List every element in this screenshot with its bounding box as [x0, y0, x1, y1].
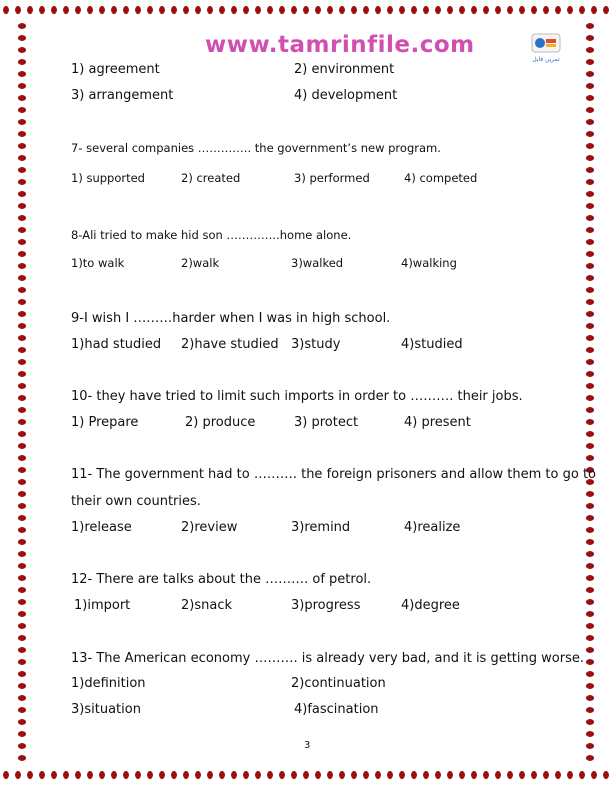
q12-option-4: 4)degree — [401, 598, 460, 613]
q6-option-3: 3) arrangement — [71, 88, 174, 103]
q8-option-1: 1)to walk — [71, 256, 125, 270]
decorative-border-left — [10, 20, 34, 765]
q11-question-line2: their own countries. — [71, 494, 201, 509]
q8-option-4: 4)walking — [401, 256, 457, 270]
q12-option-1: 1)import — [74, 598, 131, 613]
q10-option-2: 2) produce — [185, 415, 256, 430]
q9-option-2: 2)have studied — [181, 337, 279, 352]
q8-option-2: 2)walk — [181, 256, 220, 270]
q13-option-3: 3)situation — [71, 702, 141, 717]
q10-question: 10- they have tried to limit such imports in order to ………. their jobs. — [71, 389, 523, 404]
q10-option-3: 3) protect — [294, 415, 359, 430]
q13-option-1: 1)definition — [71, 676, 146, 691]
q9-question: 9-I wish I ………harder when I was in high school. — [71, 311, 391, 326]
q11-option-2: 2)review — [181, 520, 238, 535]
q7-option-1: 1) supported — [71, 171, 145, 185]
q6-option-2: 2) environment — [294, 62, 395, 77]
q7-option-4: 4) competed — [404, 171, 478, 185]
q10-option-1: 1) Prepare — [71, 415, 139, 430]
decorative-border-top — [0, 0, 615, 20]
q8-option-3: 3)walked — [291, 256, 344, 270]
q10-option-4: 4) present — [404, 415, 471, 430]
q9-option-1: 1)had studied — [71, 337, 162, 352]
page-number: 3 — [304, 740, 311, 751]
q12-question: 12- There are talks about the ………. of petrol. — [71, 572, 372, 587]
q13-option-4: 4)fascination — [294, 702, 379, 717]
q7-option-2: 2) created — [181, 171, 241, 185]
q12-option-2: 2)snack — [181, 598, 232, 613]
q11-option-3: 3)remind — [291, 520, 351, 535]
q11-question-line1: 11- The government had to ………. the foreign prisoners and allow them to go to — [71, 467, 597, 482]
q11-option-1: 1)release — [71, 520, 132, 535]
q13-option-2: 2)continuation — [291, 676, 386, 691]
logo-text: تمرین فایل — [532, 56, 560, 63]
q7-question: 7- several companies ………….. the government’s new program. — [71, 141, 441, 155]
q7-option-3: 3) performed — [294, 171, 370, 185]
decorative-border-bottom — [0, 765, 615, 785]
q9-option-3: 3)study — [291, 337, 341, 352]
q13-question: 13- The American economy ………. is already very bad, and it is getting worse. — [71, 651, 584, 666]
site-logo-icon — [526, 32, 566, 64]
q12-option-3: 3)progress — [291, 598, 361, 613]
q11-option-4: 4)realize — [404, 520, 461, 535]
q6-option-4: 4) development — [294, 88, 398, 103]
watermark-url: www.tamrinfile.com — [205, 32, 475, 58]
q8-question: 8-Ali tried to make hid son …………..home alone. — [71, 228, 352, 242]
q9-option-4: 4)studied — [401, 337, 463, 352]
q6-option-1: 1) agreement — [71, 62, 160, 77]
